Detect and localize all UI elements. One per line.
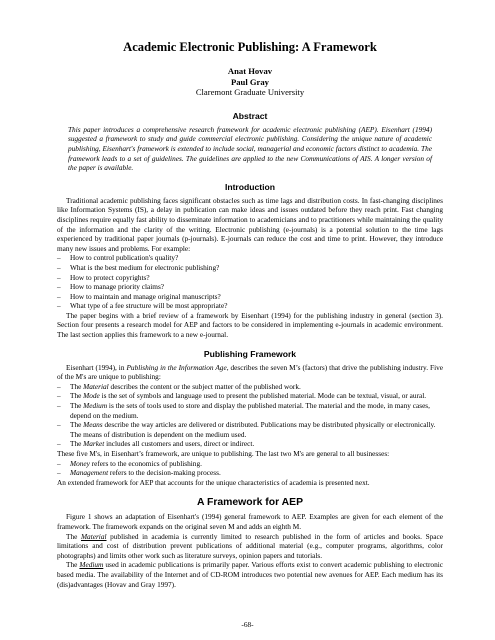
term: Management	[70, 468, 109, 478]
page-number: -68-	[241, 620, 254, 629]
list-item: – The Means describe the way articles are delivered or distributed. Publications may be distributed physically or electronically. The means of distribution is dependent on the medium used.	[57, 420, 443, 439]
abstract-heading: Abstract	[232, 110, 268, 121]
list-item: – How to manage priority claims?	[57, 282, 443, 292]
list-item: – Money refers to the economics of publishing.	[57, 459, 443, 469]
author-name: Anat Hovav	[227, 66, 273, 76]
list-item: – The Mode is the set of symbols and language used to present the published material. Mode can be textual, visual, or aural.	[57, 391, 443, 401]
m-factor-list	[57, 382, 443, 449]
term: Material	[83, 381, 109, 391]
list-item: – How to maintain and manage original manuscripts?	[57, 292, 443, 302]
publishing-framework-heading: Publishing Framework	[203, 348, 297, 359]
author-block	[57, 66, 443, 98]
affiliation: Claremont Graduate University	[195, 87, 305, 98]
aep-framework-heading: A Framework for AEP	[196, 497, 304, 509]
term: Medium	[79, 560, 104, 570]
term: Means	[83, 420, 103, 430]
m-factor-list	[57, 459, 443, 478]
list-item: – How to control publication's quality?	[57, 253, 443, 263]
question-list	[57, 253, 443, 311]
author-name: Paul Gray	[231, 76, 269, 87]
publishing-framework-paragraph: An extended framework for AEP that accounts for the unique characteristics of academia is presented next.	[57, 477, 370, 487]
list-item: – What type of a fee structure will be most appropriate?	[57, 301, 443, 311]
list-item: – The Medium is the sets of tools used to store and display the published material. The material and the mode, in many cases, depend on the medium.	[57, 401, 443, 420]
term: Material	[80, 531, 107, 541]
term: Market	[83, 439, 105, 449]
list-item: – What is the best medium for electronic publishing?	[57, 263, 443, 273]
publishing-framework-paragraph: These five M's, in Eisenhart’s framework, are unique to publishing. The last two M's are general to all businesses:	[57, 449, 390, 458]
aep-paragraph: The Medium used in academic publications is primarily paper. Various efforts exist to convert academic publishing to electronic based media. The availability of the Internet and of CD-ROM introduces two potential new avenues for AEP. Each medium has its (dis)advantages (Hovav and Gray 1997).	[57, 560, 443, 589]
term: Medium	[83, 401, 108, 411]
aep-paragraph: Figure 1 shows an adaptation of Eisenhart's (1994) general framework to AEP. Examples are given for each element of the framework. The framework expands on the original seven M and adds an eighth M.	[57, 512, 443, 531]
aep-paragraph: The Material published in academia is currently limited to research published in the form of articles and books. Space limitations and cost of distribution prevent publications of additional material (e.g., computer programs, algorithms, color photographs) and limits other work such as literature surveys, opinion papers and tutorials.	[57, 531, 443, 560]
book-title: Publishing in the Information Age	[126, 362, 227, 372]
introduction-heading: Introduction	[224, 181, 276, 192]
list-item: – How to protect copyrights?	[57, 273, 443, 283]
list-item: – The Material describes the content or the subject matter of the published work.	[57, 382, 443, 392]
abstract-text: This paper introduces a comprehensive research framework for academic electronic publishing (AEP). Eisenhart (1994) suggested a framework to study and guide commercial electronic publishing. Considering the unique nature of academic publishing, Eisenhart's framework is extended to include social, managerial and economic factors distinct to academia. The framework leads to a set of guidelines. The guidelines are applied to the new Communications of AIS. A longer version of the paper is available.	[68, 124, 432, 173]
list-item: – The Market includes all customers and users, direct or indirect.	[57, 439, 443, 449]
term: Mode	[83, 391, 100, 401]
list-item: – Management refers to the decision-making process.	[57, 468, 443, 478]
introduction-paragraph: The paper begins with a brief review of a framework by Eisenhart (1994) for the publishing industry in general (section 3). Section four presents a research model for AEP and factors to be considered in implementing e-journals in academic environment. The last section applies this framework to a new e-journal.	[57, 310, 443, 340]
term: Money	[70, 458, 90, 468]
publishing-framework-paragraph: Eisenhart (1994), in Publishing in the Information Age, describes the seven M’s (factors) that drive the publishing industry. Five of the M's are unique to publishing:	[57, 362, 443, 382]
introduction-paragraph: Traditional academic publishing faces significant obstacles such as time lags and distribution costs. In fast-changing disciplines like Information Systems (IS), a delay in publication can make ideas and issues outdated before they reach print. Fast changing disciplines require equally fast ability to disseminate information to academicians and to practitioners while maintaining the quality of the information and the clarity of the writing. Electronic publishing (e-journals) is a potential solution to the time lags experienced by traditional paper journals (p-journals). E-journals can reduce the cost and time to print. However, they introduce many new issues and problems. For example:	[57, 195, 443, 253]
paper-title: Academic Electronic Publishing: A Framework	[123, 40, 377, 54]
